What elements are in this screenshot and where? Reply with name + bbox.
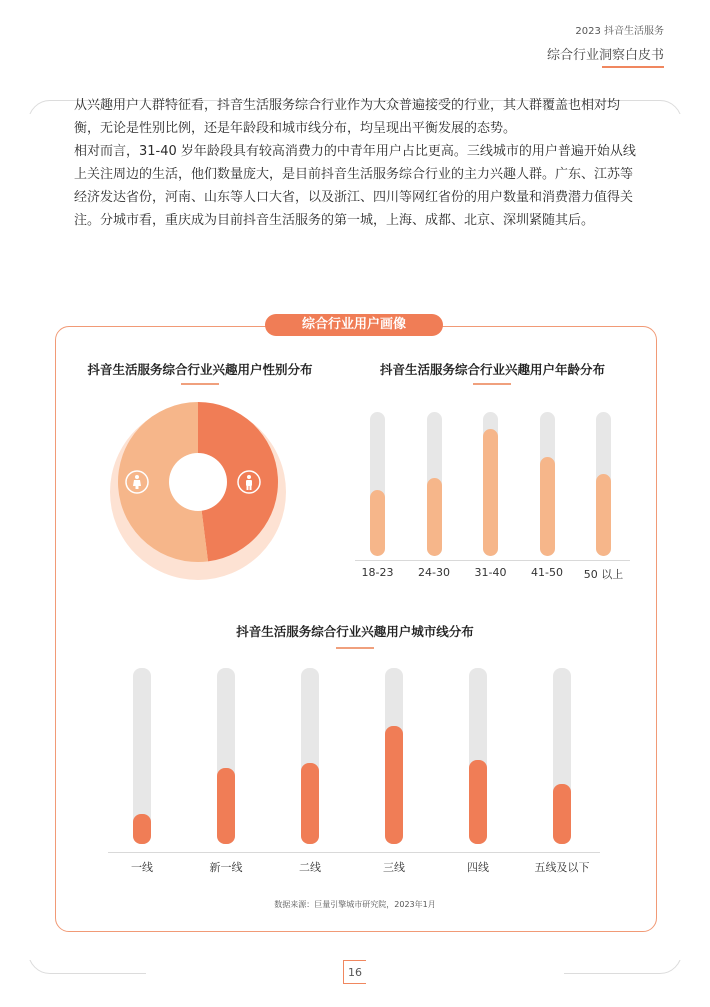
city-title-underline (336, 647, 374, 649)
bar-fill (133, 814, 151, 844)
gender-chart-title: 抖音生活服务综合行业兴趣用户性别分布 (87, 362, 313, 377)
bar-fill (469, 760, 487, 844)
bar-fill (427, 478, 442, 556)
axis-label: 24-30 (418, 566, 450, 579)
city-axis-line (108, 852, 600, 853)
bar-fill (370, 490, 385, 556)
bar-fill (385, 726, 403, 844)
age-chart-title: 抖音生活服务综合行业兴趣用户年龄分布 (379, 362, 605, 377)
bar-fill (553, 784, 571, 844)
bar-一线 (133, 668, 151, 844)
bar-31-40 (483, 412, 498, 556)
axis-label: 一线 (131, 861, 153, 874)
header-year-label: 2023 抖音生活服务 (575, 26, 664, 37)
axis-label: 50 以上 (583, 568, 624, 581)
gender-pie-chart (108, 402, 288, 582)
city-chart-title: 抖音生活服务综合行业兴趣用户城市线分布 (236, 624, 474, 639)
axis-label: 三线 (383, 861, 405, 874)
header-title: 综合行业洞察白皮书 (546, 48, 664, 63)
page-number: 16 (343, 960, 366, 984)
bar-fill (217, 768, 235, 844)
pie-center-hole (169, 453, 227, 511)
bar-二线 (301, 668, 319, 844)
bar-四线 (469, 668, 487, 844)
intro-paragraph-1: 从兴趣用户人群特征看，抖音生活服务综合行业作为大众普遍接受的行业，其人群覆盖也相对均衡，无论是性别比例，还是年龄段和城市线分布，均呈现出平衡发展的态势。 (74, 98, 621, 136)
axis-label: 31-40 (474, 566, 507, 579)
gender-title-underline (181, 383, 219, 385)
bar-24-30 (427, 412, 442, 556)
bar-三线 (385, 668, 403, 844)
age-axis-line (355, 560, 630, 561)
axis-label: 二线 (299, 861, 321, 874)
axis-label: 41-50 (531, 566, 563, 579)
axis-label: 新一线 (209, 861, 243, 874)
card-title: 综合行业用户画像 (265, 314, 443, 336)
bar-新一线 (217, 668, 235, 844)
bar-五线及以下 (553, 668, 571, 844)
header-underline (602, 66, 664, 68)
bar-41-50 (540, 412, 555, 556)
bar-50 以上 (596, 412, 611, 556)
bar-fill (596, 474, 611, 556)
bar-18-23 (370, 412, 385, 556)
data-source-note: 数据来源：巨量引擎城市研究院，2023年1月 (274, 900, 436, 909)
bar-fill (540, 457, 555, 556)
intro-text (74, 94, 640, 232)
bar-fill (483, 429, 498, 556)
intro-paragraph-2: 相对而言，31-40 岁年龄段具有较高消费力的中青年用户占比更高。三线城市的用户普遍开始从线上关注周边的生活，他们数量庞大，是目前抖音生活服务综合行业的主力兴趣人群。广东、江苏等经济发达省份，河南、山东等人口大省，以及浙江、四川等网红省份的用户数量和消费潜力值得关注。分城市看，重庆成为目前抖音生活服务的第一城，上海、成都、北京、深圳紧随其后。 (74, 144, 636, 228)
age-title-underline (473, 383, 511, 385)
axis-label: 18-23 (361, 566, 394, 579)
axis-label: 五线及以下 (534, 861, 590, 874)
axis-label: 四线 (467, 861, 489, 874)
bar-fill (301, 763, 319, 844)
